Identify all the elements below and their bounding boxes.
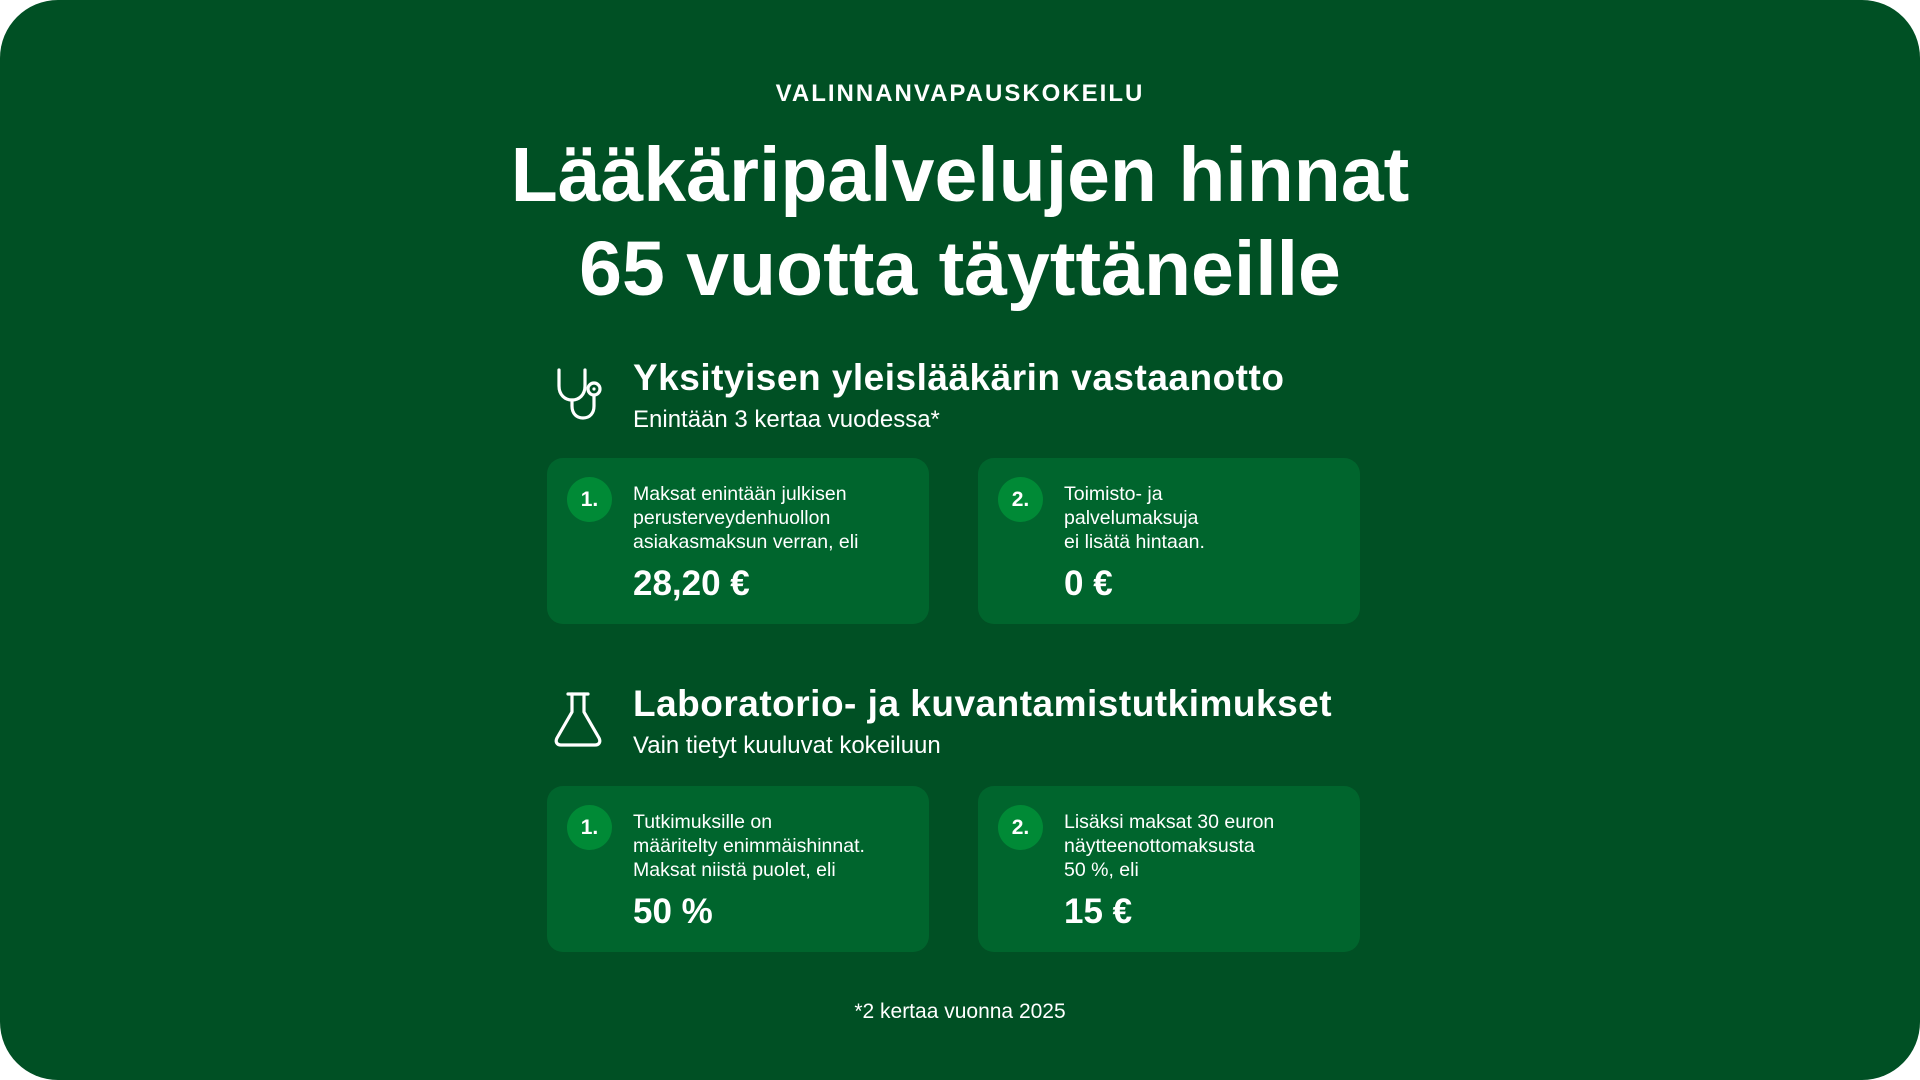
lab-card-1 [547, 786, 929, 952]
lab-card-2 [978, 786, 1360, 952]
stethoscope-icon [547, 362, 611, 426]
card-price: 0 € [1064, 564, 1113, 603]
card-number-badge: 1. [567, 805, 612, 850]
card-description: Maksat enintään julkisen perusterveydenhuollon asiakasmaksun verran, eli [633, 483, 859, 553]
card-price: 28,20 € [633, 564, 750, 603]
section-subheading-doctor: Enintään 3 kertaa vuodessa* [633, 406, 940, 433]
card-price: 15 € [1064, 892, 1133, 931]
eyebrow-label: VALINNANVAPAUSKOKEILU [775, 80, 1145, 107]
doctor-card-2 [978, 458, 1360, 624]
title-line-2: 65 vuotta täyttäneille [579, 226, 1341, 312]
card-number-badge: 2. [998, 477, 1043, 522]
section-heading-doctor: Yksityisen yleislääkärin vastaanotto [633, 357, 1285, 398]
section-heading-lab: Laboratorio- ja kuvantamistutkimukset [633, 683, 1333, 724]
page-title [0, 128, 1920, 316]
card-number-badge: 2. [998, 805, 1043, 850]
card-description: Lisäksi maksat 30 euron näytteenottomaksusta 50 %, eli [1064, 811, 1275, 881]
card-description: Tutkimuksille on määritelty enimmäishinnat. Maksat niistä puolet, eli [633, 811, 865, 881]
doctor-card-1 [547, 458, 929, 624]
card-number-badge: 1. [567, 477, 612, 522]
card-price: 50 % [633, 892, 713, 931]
section-subheading-lab: Vain tietyt kuuluvat kokeiluun [633, 732, 941, 759]
card-description: Toimisto- ja palvelumaksuja ei lisätä hintaan. [1064, 483, 1205, 553]
title-line-1: Lääkäripalvelujen hinnat [510, 132, 1410, 218]
footnote: *2 kertaa vuonna 2025 [854, 1000, 1066, 1023]
lab-flask-icon [547, 688, 611, 752]
